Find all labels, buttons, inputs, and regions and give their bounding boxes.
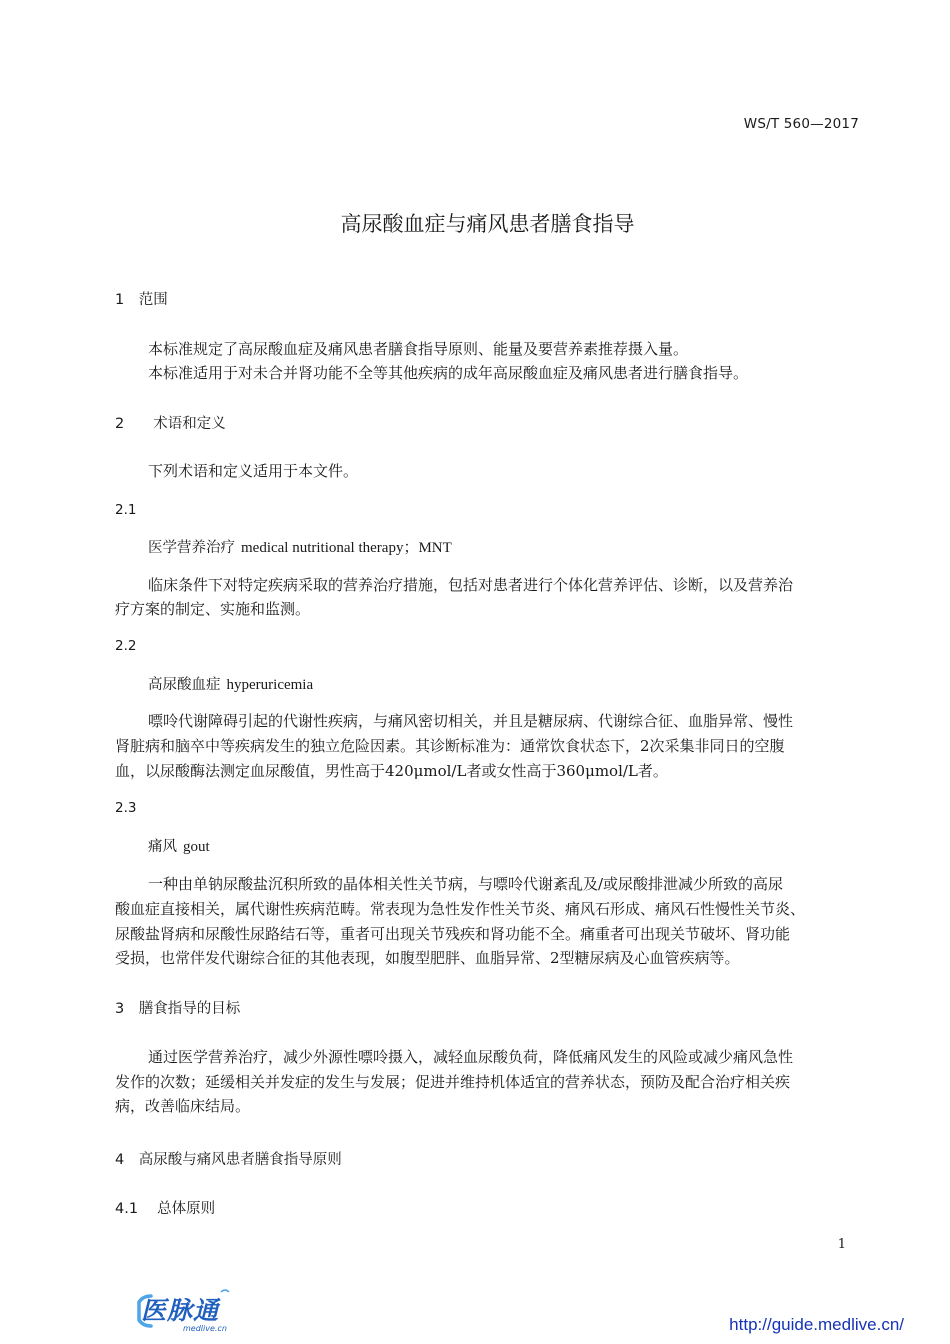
footer-url-link[interactable]: http://guide.medlive.cn/ — [729, 1315, 904, 1334]
term-2-2-title — [148, 673, 313, 694]
term-2-1-def-line-1: 临床条件下对特定疾病采取的营养治疗措施，包括对患者进行个体化营养评估、诊断，以及营养治 — [148, 576, 794, 594]
logo-text: 医脉通 — [141, 1296, 220, 1325]
section-4-heading: 4 高尿酸与痛风患者膳食指导原则 — [115, 1152, 342, 1168]
term-2-3-cn: 痛风 — [148, 839, 177, 855]
term-2-3-def-line-1: 一种由单钠尿酸盐沉积所致的晶体相关性关节病，与嘌呤代谢紊乱及/或尿酸排泄减少所致的高尿 — [148, 875, 784, 893]
term-2-2-cn: 高尿酸血症 — [148, 677, 221, 693]
term-2-3-title — [148, 835, 210, 856]
section-2-heading: 2 术语和定义 — [115, 416, 226, 432]
page-number: 1 — [837, 1237, 846, 1252]
section-3-line-3: 病，改善临床结局。 — [115, 1097, 251, 1115]
term-2-1-def-line-2: 疗方案的制定、实施和监测。 — [115, 600, 311, 618]
term-2-3-def-line-2: 酸血症直接相关，属代谢性疾病范畴。常表现为急性发作性关节炎、痛风石形成、痛风石性慢性关节炎、 — [115, 900, 806, 918]
standard-code: WS/T 560—2017 — [743, 116, 859, 132]
medlive-logo-icon — [133, 1286, 243, 1334]
term-2-3-def-line-3: 尿酸盐肾病和尿酸性尿路结石等，重者可出现关节残疾和肾功能不全。痛重者可出现关节破坏、肾功能 — [115, 925, 791, 943]
section-3-line-2: 发作的次数；延缓相关并发症的发生与发展；促进并维持机体适宜的营养状态，预防及配合治疗相关疾 — [115, 1073, 791, 1091]
document-title: 高尿酸血症与痛风患者膳食指导 — [340, 212, 635, 236]
term-2-1-en: medical nutritional therapy；MNT — [241, 540, 452, 556]
term-2-1-cn: 医学营养治疗 — [148, 540, 235, 556]
medlive-logo — [133, 1286, 243, 1334]
section-2-intro: 下列术语和定义适用于本文件。 — [148, 462, 359, 480]
section-1-paragraph-1: 本标准规定了高尿酸血症及痛风患者膳食指导原则、能量及要营养素推荐摄入量。 — [148, 340, 689, 358]
section-3-heading: 3 膳食指导的目标 — [115, 1001, 241, 1017]
section-4-1-heading: 4.1 总体原则 — [115, 1201, 216, 1217]
section-3-line-1: 通过医学营养治疗，减少外源性嘌呤摄入，减轻血尿酸负荷，降低痛风发生的风险或减少痛风急性 — [148, 1048, 794, 1066]
term-2-1-title — [148, 536, 452, 557]
term-2-2-en: hyperuricemia — [226, 677, 314, 693]
term-2-3-en: gout — [183, 839, 210, 855]
logo-subtext: medlive.cn — [183, 1324, 227, 1333]
term-2-3-def-line-4: 受损，也常伴发代谢综合征的其他表现，如腹型肥胖、血脂异常、2型糖尿病及心血管疾病等。 — [115, 949, 740, 967]
term-2-2-def-line-2: 肾脏病和脑卒中等疾病发生的独立危险因素。其诊断标准为：通常饮食状态下，2次采集非同日的空腹 — [115, 737, 785, 755]
term-2-2-number: 2.2 — [115, 638, 137, 654]
term-2-2-def-line-1: 嘌呤代谢障碍引起的代谢性疾病，与痛风密切相关，并且是糖尿病、代谢综合征、血脂异常、慢性 — [148, 712, 794, 730]
term-2-3-number: 2.3 — [115, 800, 137, 816]
term-2-1-number: 2.1 — [115, 502, 137, 518]
term-2-2-def-line-3: 血，以尿酸酶法测定血尿酸值，男性高于420μmol/L者或女性高于360μmol/L者。 — [115, 762, 668, 780]
section-1-paragraph-2: 本标准适用于对未合并肾功能不全等其他疾病的成年高尿酸血症及痛风患者进行膳食指导。 — [148, 364, 749, 382]
section-1-heading: 1 范围 — [115, 292, 168, 308]
